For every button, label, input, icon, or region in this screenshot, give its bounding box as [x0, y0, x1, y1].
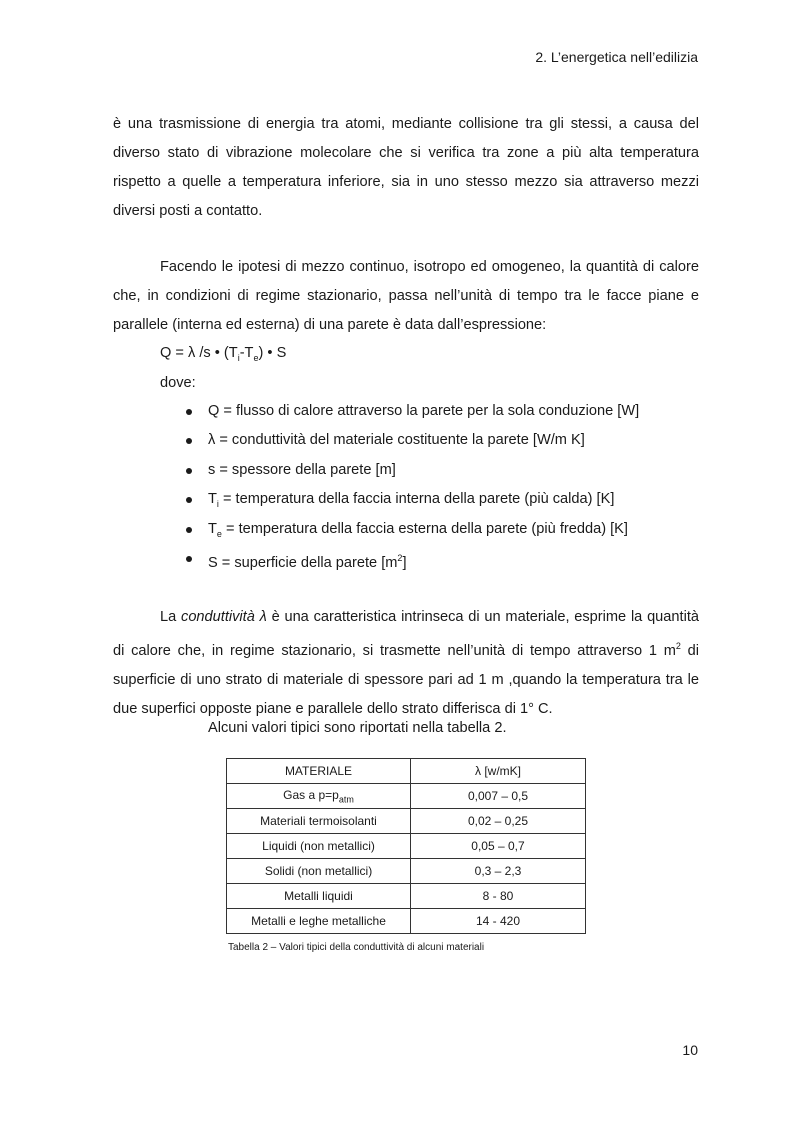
- paragraph-conductivity: La conduttività λ è una caratteristica intrinseca di un materiale, esprime la quantità di calore che, in regime stazionario, si trasmette nell’unità di tempo attraverso 1 $m^2$ di superficie di uno strato di materiale di spessore pari ad 1 m ,quando la temperatura tra le due superfici opposte piane e parallele dello strato differisca di 1° C.: [113, 609, 700, 717]
- paragraph-conduction-definition: è una trasmissione di energia tra atomi, mediante collisione tra gli stessi, a causa del diverso stato di vibrazione molecolare che si verifica tra zone a più alta temperatura rispetto a quelle a temperatura inferiore, sia in uno stesso mezzo sia attraverso mezzi diversi posti a contatto.: [113, 116, 699, 219]
- table-row: [227, 809, 586, 834]
- table-row: [227, 834, 586, 859]
- table-cell-material: Metalli liquidi: [227, 884, 411, 909]
- variable-definitions-list: [160, 397, 639, 573]
- heat-flux-formula: Q = λ /s • $(T_i-T_e)$ • S: [160, 345, 287, 363]
- list-item: Q = flusso di calore attraverso la parete per la sola conduzione [W]: [160, 397, 639, 426]
- bullet-icon: [186, 527, 192, 533]
- list-item: S = superficie della parete $[m^2]$: [160, 544, 639, 573]
- table-cell-material: Solidi (non metallici): [227, 859, 411, 884]
- table-row: [227, 784, 586, 809]
- bullet-icon: [186, 468, 192, 474]
- page-number: 10: [682, 1042, 698, 1058]
- dove-label: dove:: [160, 375, 196, 391]
- table-cell-value: 14 - 420: [411, 909, 586, 934]
- table-cell-value: 0,007 – 0,5: [411, 784, 586, 809]
- table-intro: Alcuni valori tipici sono riportati nella tabella 2.: [208, 720, 507, 736]
- table-row: [227, 909, 586, 934]
- list-item: λ = conduttività del materiale costituente la parete [W/m K]: [160, 426, 639, 455]
- table-cell-material: Metalli e leghe metalliche: [227, 909, 411, 934]
- list-item: s = spessore della parete [m]: [160, 456, 639, 485]
- bullet-icon: [186, 409, 192, 415]
- running-header: 2. L’energetica nell’edilizia: [535, 49, 698, 65]
- bullet-icon: [186, 497, 192, 503]
- table-cell-value: 8 - 80: [411, 884, 586, 909]
- list-item: $T_i$ = temperatura della faccia interna della parete (più calda) [K]: [160, 485, 639, 514]
- table-caption: Tabella 2 – Valori tipici della conduttività di alcuni materiali: [228, 942, 485, 953]
- table-cell-value: 0,3 – 2,3: [411, 859, 586, 884]
- conductivity-table: [226, 758, 586, 934]
- list-item: $T_e$ = temperatura della faccia esterna della parete (più fredda) [K]: [160, 515, 639, 544]
- paragraph-hypothesis: Facendo le ipotesi di mezzo continuo, isotropo ed omogeneo, la quantità di calore che, in condizioni di regime stazionario, passa nell’unità di tempo tra le facce piane e parallele (interna ed esterna) di una parete è data dall’espressione:: [113, 259, 699, 333]
- table-cell-value: 0,02 – 0,25: [411, 809, 586, 834]
- table-row: [227, 859, 586, 884]
- table-cell-material: Liquidi (non metallici): [227, 834, 411, 859]
- table-cell-material: Materiali termoisolanti: [227, 809, 411, 834]
- table-header-row: [227, 759, 586, 784]
- column-header-lambda: λ [w/mK]: [411, 759, 586, 784]
- bullet-icon: [186, 556, 192, 562]
- bullet-icon: [186, 438, 192, 444]
- table-cell-value: 0,05 – 0,7: [411, 834, 586, 859]
- table-row: [227, 884, 586, 909]
- table-cell-material: Gas a $p=p_{atm}$: [227, 784, 411, 809]
- column-header-material: MATERIALE: [227, 759, 411, 784]
